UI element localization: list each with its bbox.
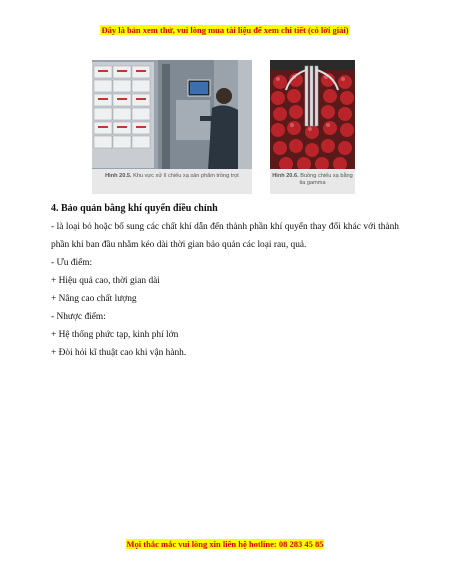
definition-paragraph: - là loại bỏ hoặc bổ sung các chất khí dẫn đến thành phần khí quyển thay đổi khác với thành phần khí ban đầu nhằm kéo dài thời gian bảo quản các loại rau, quả.	[51, 222, 399, 250]
section-heading: 4. Bảo quản bằng khí quyển điều chỉnh	[51, 203, 218, 214]
figure-caption-text-2: Buồng chiếu xạ bằng tia gamma	[299, 173, 353, 186]
pros-title: - Ưu điểm:	[51, 258, 93, 268]
figure-label-2: Hình 20.6.	[272, 173, 299, 179]
hotline-banner-text: Mọi thắc mắc vui lòng xin liên hệ hotline: 08 283 45 85	[126, 539, 324, 549]
figure-caption-text-1: Khu vực xử lí chiếu xạ sản phẩm trồng trọt	[133, 173, 239, 179]
pros-item: + Hiệu quả cao, thời gian dài	[51, 276, 160, 286]
figure-row	[92, 60, 358, 194]
document-body	[51, 202, 399, 362]
figure-caption-1	[92, 169, 252, 194]
cons-title: - Nhược điểm:	[51, 312, 106, 322]
figure-caption-2	[270, 169, 355, 194]
figure-irradiation-area	[92, 60, 252, 194]
cons-item: + Hệ thống phức tạp, kinh phí lớn	[51, 330, 179, 340]
irradiation-area-image	[92, 60, 252, 170]
hotline-banner	[0, 539, 450, 549]
cons-item: + Đòi hỏi kĩ thuật cao khi vận hành.	[51, 348, 187, 358]
pros-item: + Nâng cao chất lượng	[51, 294, 137, 304]
figure-label-1: Hình 20.5.	[105, 173, 132, 179]
figure-gamma-chamber	[270, 60, 355, 194]
preview-banner-text: Đây là bản xem thử, vui lòng mua tài liệu để xem chi tiết (có lời giải)	[101, 25, 349, 35]
preview-banner	[0, 25, 450, 35]
gamma-chamber-image	[270, 60, 355, 170]
